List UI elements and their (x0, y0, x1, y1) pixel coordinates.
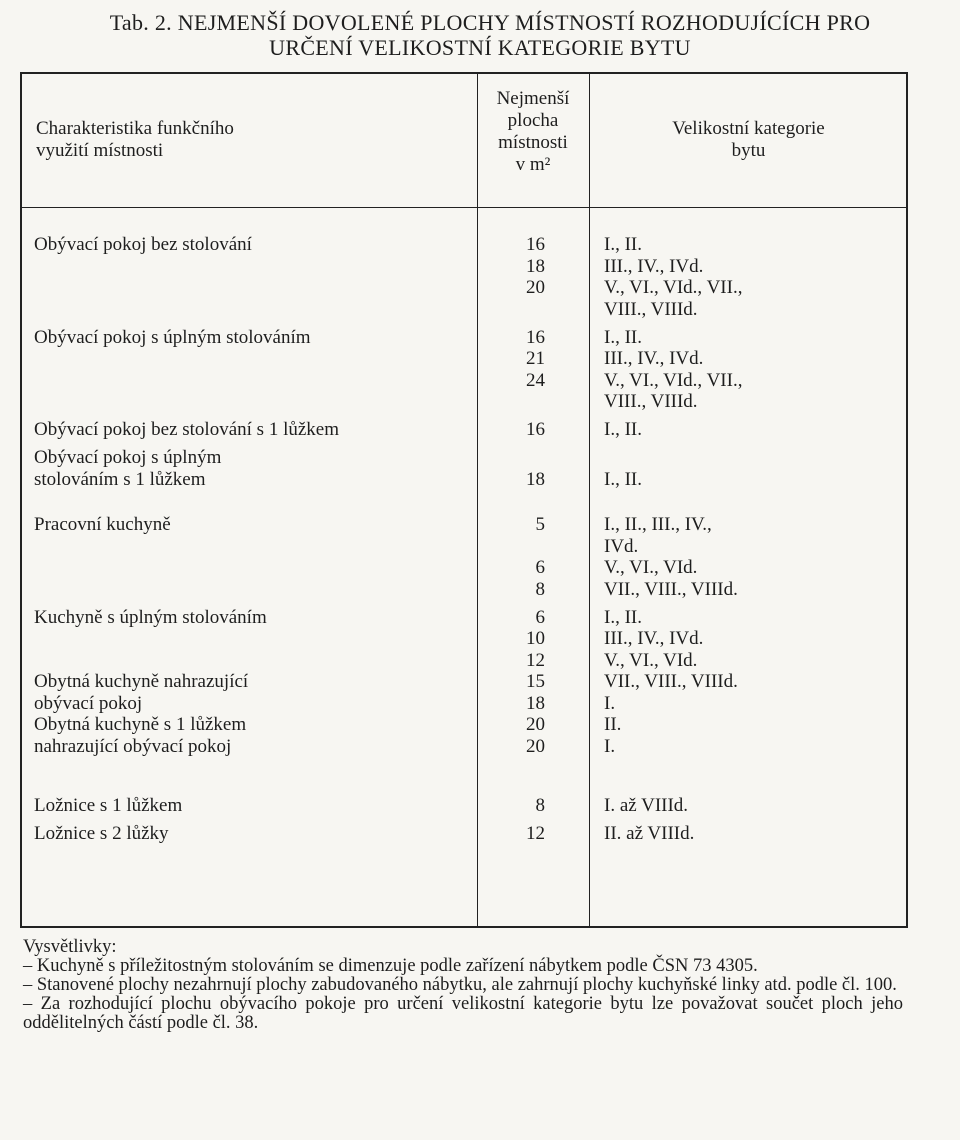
cell-text: Obývací pokoj s úplným (34, 447, 222, 468)
cell-text: I. (604, 692, 616, 714)
cell-text: VIII., VIIId. (604, 391, 698, 412)
cell-text: I., II., III., IV., (604, 514, 712, 535)
cell-text: I. až VIIId. (604, 795, 689, 816)
title-line-1: Tab. 2. NEJMENŠÍ DOVOLENÉ PLOCHY MÍSTNOSTÍ ROZHODUJÍCÍCH PRO (109, 10, 871, 35)
cell-area (477, 823, 589, 845)
cell-function (22, 447, 477, 490)
cell-text: 16 (526, 234, 545, 255)
note-item: – Za rozhodující plochu obývacího pokoje pro určení velikostní kategorie bytu lze považovat součet ploch jeho oddělitelných částí podle čl. 38. (23, 994, 903, 1033)
cell-text: II. až VIIId. (604, 823, 695, 844)
cell-function (22, 514, 477, 600)
cell-text (477, 447, 545, 469)
header-text: Velikostní kategorie (672, 118, 825, 139)
cell-text: 6 (535, 606, 545, 628)
table-row (22, 419, 906, 441)
cell-area (477, 607, 589, 758)
cell-text: 10 (526, 628, 545, 649)
header-text: Nejmenší (496, 88, 570, 109)
table-row (22, 447, 906, 490)
cell-text: Obývací pokoj bez stolování (34, 234, 252, 255)
cell-text: IVd. (604, 535, 639, 557)
cell-area (477, 419, 589, 441)
table-row (22, 823, 906, 845)
cell-text: 21 (526, 348, 545, 369)
cell-text: 18 (526, 468, 545, 490)
cell-text: Obývací pokoj s úplným stolováním (34, 326, 311, 348)
table-body (22, 234, 906, 845)
cell-text: stolováním s 1 lůžkem (34, 468, 206, 490)
cell-function (22, 823, 477, 845)
table-row (22, 234, 906, 320)
cell-category (589, 327, 906, 413)
cell-text: I., II. (604, 606, 642, 628)
header-text: v m² (515, 154, 551, 175)
cell-text: III., IV., IVd. (604, 255, 704, 277)
cell-text: I., II. (604, 234, 642, 255)
cell-text: VII., VIII., VIIId. (604, 578, 738, 600)
cell-text: 8 (535, 795, 545, 816)
cell-function (22, 327, 477, 413)
cell-text: nahrazující obývací pokoj (34, 735, 232, 757)
cell-text: I., II. (604, 326, 642, 348)
cell-text: III., IV., IVd. (604, 348, 704, 369)
cell-function (22, 419, 477, 441)
cell-text: V., VI., VId., VII., (604, 369, 743, 391)
cell-text (604, 447, 906, 469)
cell-text: 20 (526, 277, 545, 298)
cell-text: 18 (526, 255, 545, 277)
title-line-2: URČENÍ VELIKOSTNÍ KATEGORIE BYTU (269, 35, 691, 60)
cell-function (22, 234, 477, 320)
cell-text: I., II. (604, 419, 642, 440)
cell-text: 15 (526, 671, 545, 692)
cell-category (589, 419, 906, 441)
cell-text: Pracovní kuchyně (34, 514, 171, 535)
cell-function (22, 795, 477, 817)
header-function (36, 118, 456, 162)
cell-text: 12 (526, 823, 545, 844)
cell-text: V., VI., VId., VII., (604, 277, 743, 298)
header-category (589, 118, 908, 162)
cell-category (589, 823, 906, 845)
cell-text: V., VI., VId. (604, 557, 698, 578)
explanatory-notes (23, 938, 903, 1033)
table-row (22, 607, 906, 758)
header-text: bytu (731, 140, 766, 161)
cell-text: II. (604, 714, 622, 735)
cell-text: 5 (535, 514, 545, 535)
table-row (22, 514, 906, 600)
header-divider (22, 207, 906, 208)
cell-text: I., II. (604, 468, 642, 490)
cell-text: Ložnice s 1 lůžkem (34, 795, 183, 816)
cell-text: 24 (526, 369, 545, 391)
cell-text: obývací pokoj (34, 692, 143, 714)
table-row (22, 795, 906, 817)
header-text: místnosti (498, 132, 568, 153)
cell-text: V., VI., VId. (604, 649, 698, 671)
cell-text: 8 (535, 578, 545, 600)
cell-area (477, 234, 589, 320)
cell-category (589, 234, 906, 320)
cell-text: Obytná kuchyně s 1 lůžkem (34, 714, 247, 735)
cell-category (589, 607, 906, 758)
table-row (22, 327, 906, 413)
cell-category (589, 447, 906, 490)
cell-text: 20 (526, 735, 545, 757)
header-min-area (477, 88, 589, 176)
cell-text: VII., VIII., VIIId. (604, 671, 738, 692)
cell-function (22, 607, 477, 758)
cell-text: I. (604, 735, 616, 757)
cell-text: 16 (526, 419, 545, 440)
cell-text: 18 (526, 692, 545, 714)
header-text: Charakteristika funkčního (36, 118, 234, 139)
cell-text (477, 536, 545, 558)
cell-area (477, 447, 589, 490)
cell-area (477, 327, 589, 413)
cell-text: 16 (526, 326, 545, 348)
cell-text (34, 650, 477, 672)
cell-category (589, 795, 906, 817)
cell-text: 6 (535, 557, 545, 578)
cell-text: 20 (526, 714, 545, 735)
cell-text: Obytná kuchyně nahrazující (34, 671, 249, 692)
cell-text: 12 (526, 649, 545, 671)
cell-text: Obývací pokoj bez stolování s 1 lůžkem (34, 419, 339, 440)
header-text: využití místnosti (36, 140, 164, 161)
note-item: – Stanovené plochy nezahrnují plochy zabudovaného nábytku, ale zahrnují plochy kuchyňské linky atd. podle čl. 100. (23, 975, 897, 995)
area-table (20, 72, 908, 928)
notes-heading: Vysvětlivky: (23, 937, 117, 957)
cell-text: VIII., VIIId. (604, 298, 698, 320)
note-item: – Kuchyně s příležitostným stolováním se dimenzuje podle zařízení nábytkem podle ČSN 73 4305. (23, 956, 758, 976)
cell-text: Ložnice s 2 lůžky (34, 823, 169, 844)
cell-area (477, 795, 589, 817)
table-title (0, 10, 960, 60)
cell-text (34, 628, 477, 650)
cell-category (589, 514, 906, 600)
cell-area (477, 514, 589, 600)
cell-text: III., IV., IVd. (604, 628, 704, 649)
cell-text: Kuchyně s úplným stolováním (34, 606, 267, 628)
header-text: plocha (507, 110, 559, 131)
